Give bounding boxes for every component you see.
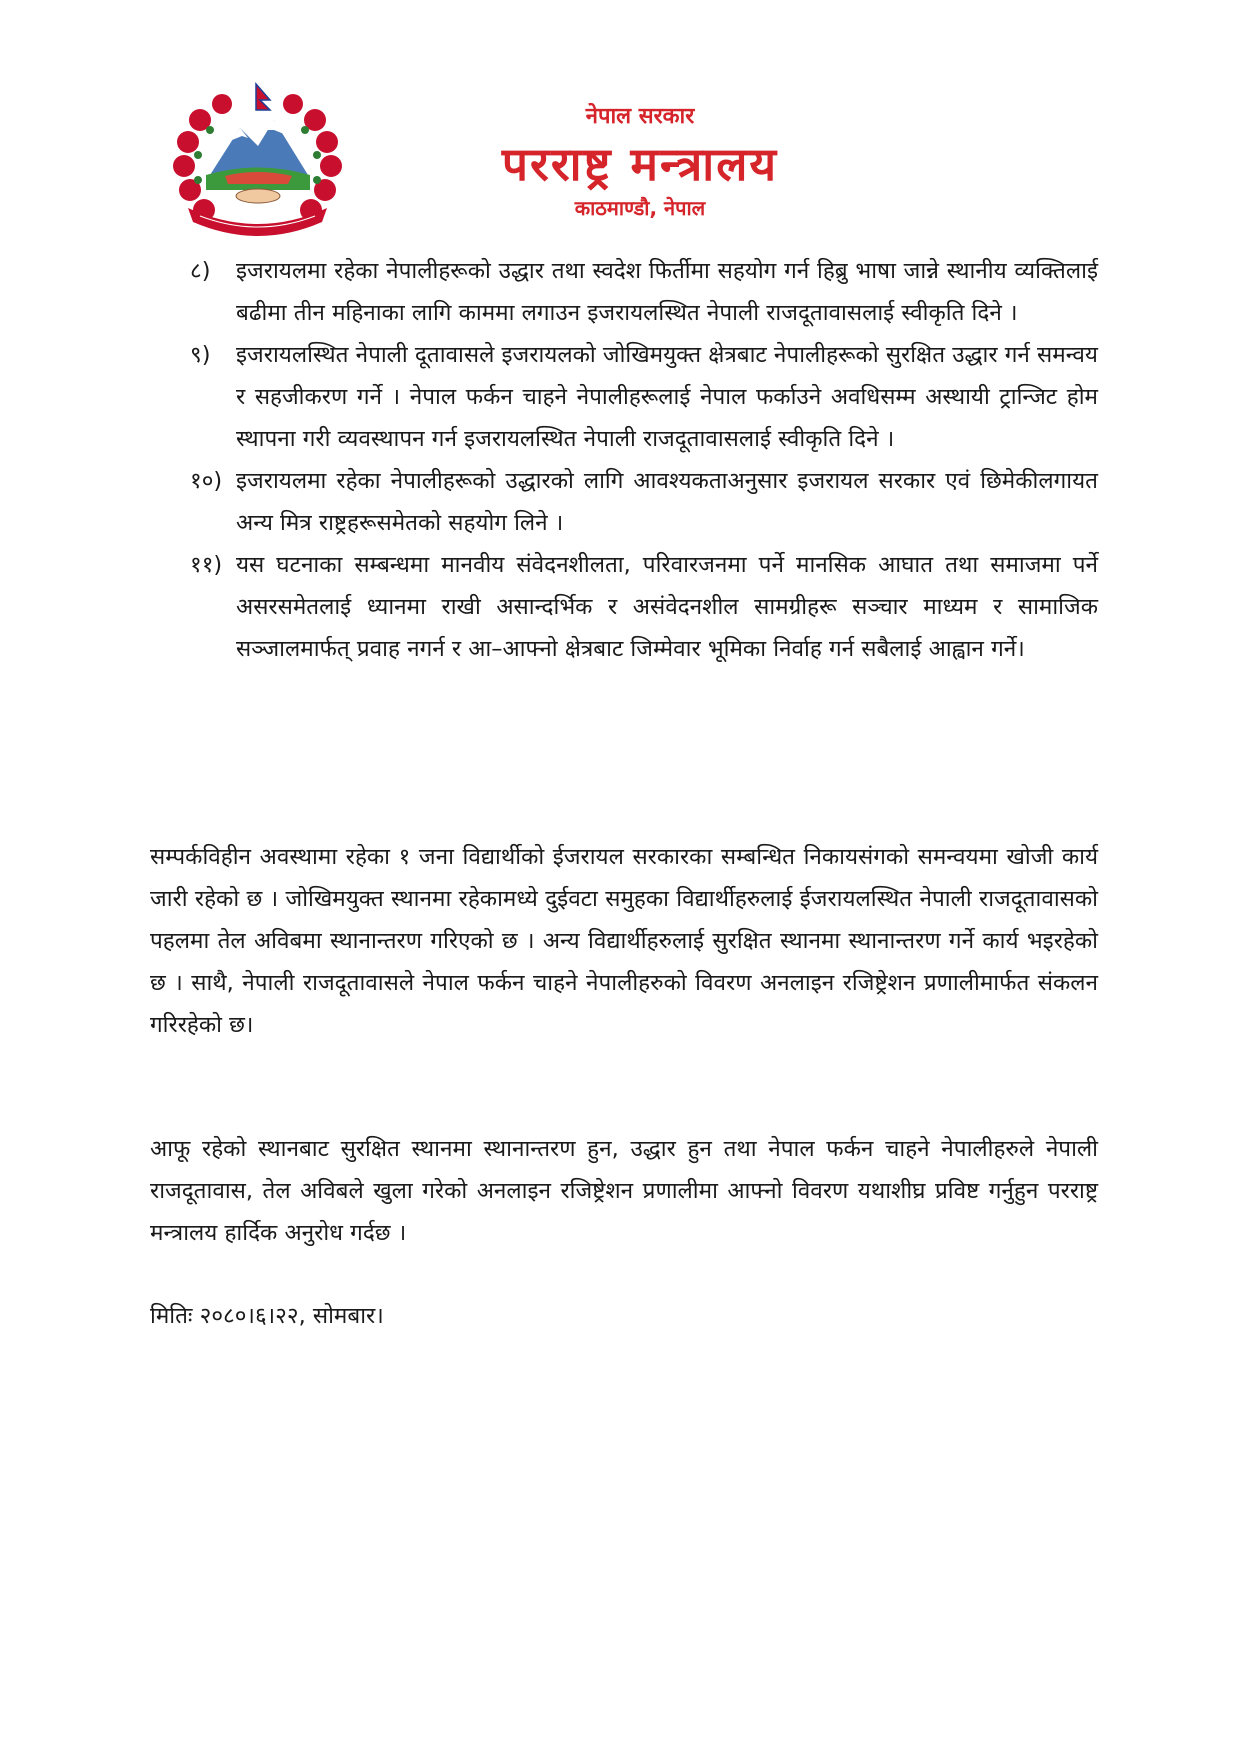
item-number: ८) [190, 258, 211, 284]
item-number: ११) [190, 552, 223, 578]
list-item [150, 544, 1098, 670]
item-number: ९) [190, 342, 211, 368]
ministry-name: परराष्ट्र मन्त्रालय [501, 137, 779, 191]
item-number: १०) [190, 468, 223, 494]
decision-list [150, 250, 1098, 670]
list-item [150, 334, 1098, 460]
item-text: यस घटनाका सम्बन्धमा मानवीय संवेदनशीलता, परिवारजनमा पर्ने मानसिक आघात तथा समाजमा पर्ने असरसमेतलाई ध्यानमा राखी असान्दर्भिक र असंवेदनशील सामग्रीहरू सञ्चार माध्यम र सामाजिक सञ्जालमार्फत् प्रवाह नगर्न र आ–आफ्नो क्षेत्रबाट जिम्मेवार भूमिका निर्वाह गर्न सबैलाई आह्वान गर्ने। [236, 552, 1098, 662]
letterhead [0, 0, 1241, 250]
item-text: इजरायलस्थित नेपाली दूतावासले इजरायलको जोखिमयुक्त क्षेत्रबाट नेपालीहरूको सुरक्षित उद्धार गर्न समन्वय र सहजीकरण गर्ने । नेपाल फर्कन चाहने नेपालीहरूलाई नेपाल फर्काउने अवधिसम्म अस्थायी ट्रान्जिट होम स्थापना गरी व्यवस्थापन गर्न इजरायलस्थित नेपाली राजदूतावासलाई स्वीकृति दिने । [236, 342, 1098, 452]
list-item [150, 250, 1098, 334]
list-item [150, 460, 1098, 544]
government-name: नेपाल सरकार [585, 104, 695, 129]
ministry-location: काठमाण्डौ, नेपाल [574, 196, 706, 220]
item-text: इजरायलमा रहेका नेपालीहरूको उद्धार तथा स्वदेश फिर्तीमा सहयोग गर्न हिब्रु भाषा जान्ने स्थानीय व्यक्तिलाई बढीमा तीन महिनाका लागि काममा लगाउन इजरायलस्थित नेपाली राजदूतावासलाई स्वीकृति दिने । [236, 258, 1098, 326]
document-date: मितिः २०८०।६।२२, सोमबार। [150, 1303, 384, 1329]
paragraph-registration-request: आफू रहेको स्थानबाट सुरक्षित स्थानमा स्थानान्तरण हुन, उद्धार हुन तथा नेपाल फर्कन चाहने नेपालीहरुले नेपाली राजदूतावास, तेल अविबले खुला गरेको अनलाइन रजिष्ट्रेशन प्रणालीमा आफ्नो विवरण यथाशीघ्र प्रविष्ट गर्नुहुन परराष्ट्र मन्त्रालय हार्दिक अनुरोध गर्दछ । [150, 1136, 1098, 1246]
item-text: इजरायलमा रहेका नेपालीहरूको उद्धारको लागि आवश्यकताअनुसार इजरायल सरकार एवं छिमेकीलगायत अन्य मित्र राष्ट्रहरूसमेतको सहयोग लिने । [236, 468, 1098, 536]
nepal-emblem-icon [170, 80, 345, 240]
paragraph-student-search: सम्पर्कविहीन अवस्थामा रहेका १ जना विद्यार्थीको ईजरायल सरकारका सम्बन्धित निकायसंगको समन्वयमा खोजी कार्य जारी रहेको छ । जोखिमयुक्त स्थानमा रहेकामध्ये दुईवटा समुहका विद्यार्थीहरुलाई ईजरायलस्थित नेपाली राजदूतावासको पहलमा तेल अविबमा स्थानान्तरण गरिएको छ । अन्य विद्यार्थीहरुलाई सुरक्षित स्थानमा स्थानान्तरण गर्ने कार्य भइरहेको छ । साथै, नेपाली राजदूतावासले नेपाल फर्कन चाहने नेपालीहरुको विवरण अनलाइन रजिष्ट्रेशन प्रणालीमार्फत संकलन गरिरहेको छ। [150, 844, 1098, 1038]
